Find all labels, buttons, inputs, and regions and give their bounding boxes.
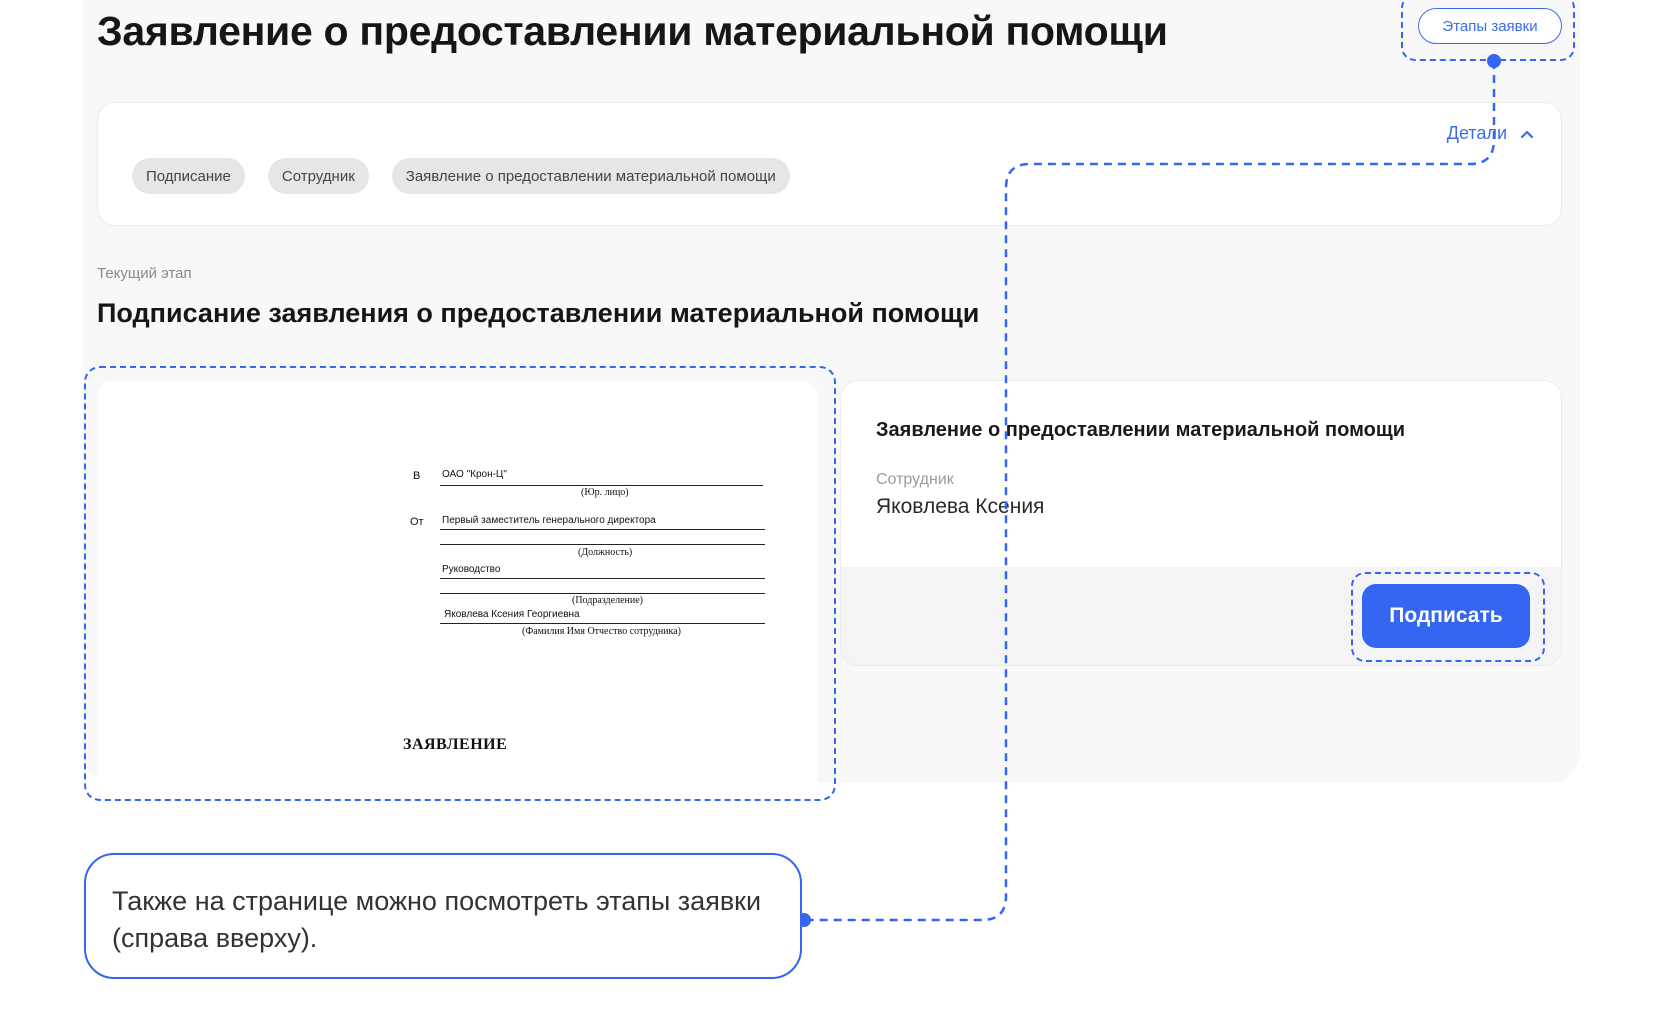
sign-button-highlight (1351, 572, 1545, 662)
doc-from-prefix: От (410, 516, 424, 528)
sign-button[interactable]: Подписать (1362, 584, 1530, 648)
page-title: Заявление о предоставлении материальной помощи (97, 8, 1168, 54)
callout-text: Также на странице можно посмотреть этапы заявки (справа вверху). (112, 886, 762, 953)
doc-from-position: Первый заместитель генерального директора (442, 515, 656, 526)
document-preview-highlight (84, 366, 836, 801)
doc-to-org-hint: (Юр. лицо) (581, 487, 629, 498)
tag-list (132, 158, 790, 194)
info-card-title: Заявление о предоставлении материальной помощи (876, 419, 1405, 441)
current-stage-title: Подписание заявления о предоставлении материальной помощи (97, 298, 980, 328)
details-card (97, 102, 1562, 226)
doc-position-hint: (Должность) (578, 547, 633, 558)
doc-department-hint: (Подразделение) (572, 595, 643, 606)
doc-to-prefix: В (413, 470, 421, 482)
stages-button[interactable]: Этапы заявки (1418, 8, 1562, 44)
doc-employee-name: Яковлева Ксения Георгиевна (444, 609, 580, 620)
doc-heading: ЗАЯВЛЕНИЕ (403, 736, 508, 753)
doc-department: Руководство (442, 564, 501, 575)
details-toggle-label: Детали (1446, 123, 1507, 143)
employee-name: Яковлева Ксения (876, 495, 1045, 518)
callout-box (84, 853, 802, 979)
stages-button-highlight (1401, 0, 1575, 61)
doc-to-org: ОАО "Крон-Ц" (442, 469, 507, 480)
doc-employee-hint: (Фамилия Имя Отчество сотрудника) (522, 626, 682, 637)
current-stage-caption: Текущий этап (97, 265, 192, 282)
employee-label: Сотрудник (876, 471, 954, 488)
tag-role: Сотрудник (268, 158, 369, 194)
details-toggle[interactable] (1447, 123, 1535, 144)
chevron-up-icon (1519, 126, 1535, 142)
tag-document: Заявление о предоставлении материальной помощи (392, 158, 790, 194)
tag-stage: Подписание (132, 158, 245, 194)
